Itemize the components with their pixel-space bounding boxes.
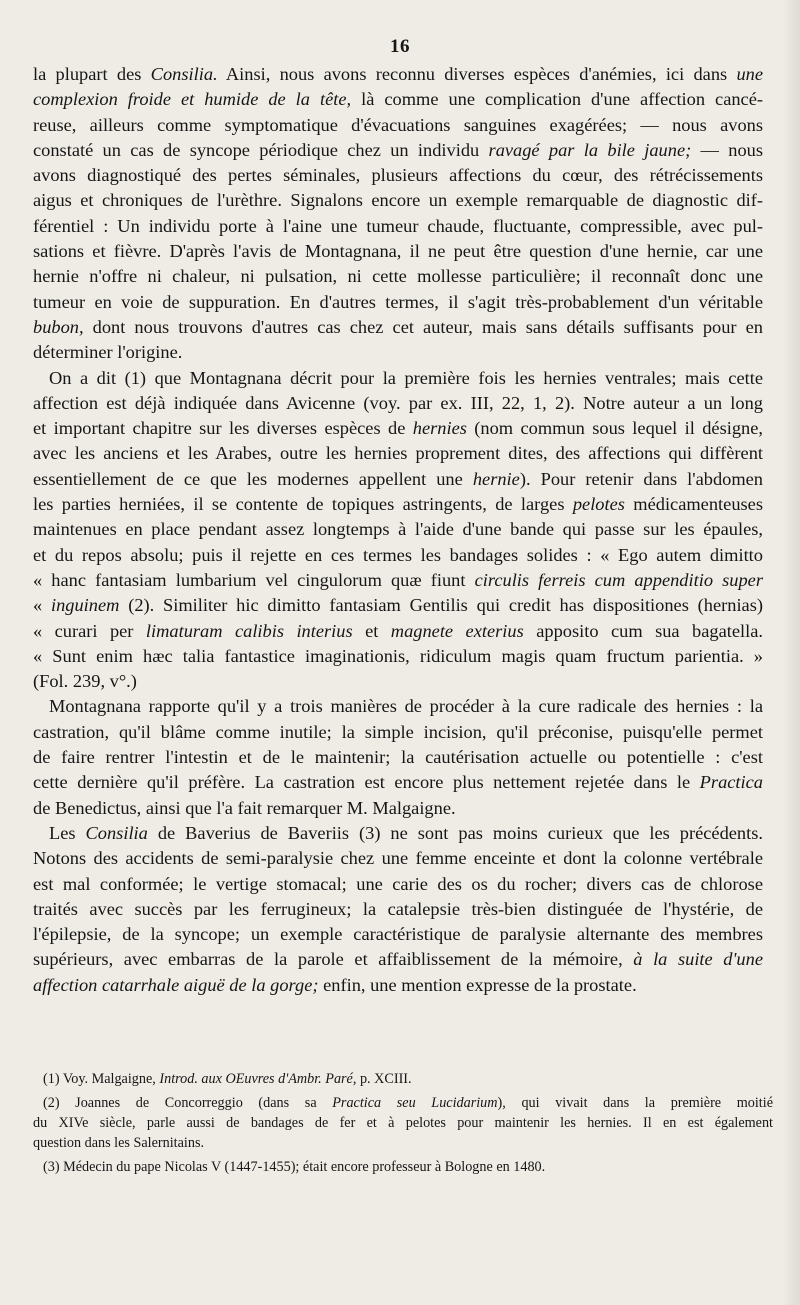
text-segment: sations et fièvre. D'après l'avis de Montagnana, il ne peut être question d'une hernie, car une: [33, 241, 763, 262]
text-line: [33, 290, 763, 315]
text-segment: Ainsi, nous avons reconnu diverses espèces d'anémies, ici dans: [217, 64, 737, 84]
text-segment: dont nous trouvons d'autres cas chez cet auteur, mais sans détails suffisants pour en: [83, 316, 763, 337]
text-line: [33, 922, 763, 947]
text-segment: ), qui vivait dans la première moitié: [497, 1095, 773, 1111]
text-segment: et important chapitre sur les diverses espèces de: [33, 418, 413, 439]
text-segment: constaté un cas de syncope périodique chez un individu: [33, 139, 489, 160]
text-line: [33, 264, 763, 289]
page-edge-shadow: [782, 0, 800, 1305]
text-segment: castration, qu'il blâme comme inutile; la simple incision, qu'il préconise, puisqu'elle permet: [33, 721, 763, 742]
italic-text: hernies: [412, 418, 467, 439]
text-line: [33, 897, 763, 922]
footnote-line: [33, 1133, 773, 1153]
text-segment: affection est déjà indiquée dans Avicenne (voy. par ex. III, 22, 1, 2). Notre auteur a un long: [33, 392, 763, 413]
text-segment: supérieurs, avec embarras de la parole et affaiblissement de la mémoire,: [33, 949, 634, 970]
text-segment: et: [352, 620, 391, 641]
text-line: [33, 619, 763, 644]
text-line: [33, 720, 763, 745]
text-line: [33, 492, 763, 517]
text-segment: (Fol. 239, v°.): [33, 671, 137, 692]
text-segment: Montagnana rapporte qu'il y a trois manières de procéder à la cure radicale des hernies : la: [49, 696, 763, 717]
text-line: [33, 872, 763, 897]
text-segment: (2) Joannes de Concorreggio (dans sa: [43, 1095, 333, 1111]
text-segment: (2). Similiter hic dimitto fantasiam Gentilis qui credit has dispositiones (hernias): [119, 595, 764, 616]
text-line: [33, 391, 763, 416]
italic-text: limaturam calibis interius: [145, 620, 353, 641]
text-line: [33, 366, 763, 391]
text-line: [33, 315, 763, 340]
text-line: [33, 644, 763, 669]
text-segment: « Sunt enim hæc talia fantastice imaginationis, ridiculum magis quam fructum parientia. »: [33, 645, 763, 666]
text-line: [33, 214, 763, 239]
italic-text: magnete exterius: [390, 620, 524, 641]
text-segment: les parties herniées, il se contente de topiques astringents, de larges: [33, 494, 573, 515]
text-line: [33, 821, 763, 846]
text-segment: là comme une complication d'une affection cancé-: [351, 89, 763, 110]
text-segment: (3) Médecin du pape Nicolas V (1447-1455); était encore professeur à Bologne en 1480.: [43, 1159, 546, 1175]
italic-text: hernie: [472, 468, 520, 489]
italic-text: Consilia.: [150, 64, 218, 84]
italic-text: Practica seu Lucidarium: [332, 1095, 498, 1111]
text-segment: On a dit (1) que Montagnana décrit pour la première fois les hernies ventrales; mais cette: [49, 367, 763, 388]
text-segment: (nom commun sous lequel il désigne,: [466, 418, 763, 439]
text-segment: médicamenteuses: [624, 494, 763, 515]
text-line: [33, 517, 763, 542]
text-line: [33, 441, 763, 466]
footnote-line: [33, 1093, 773, 1113]
text-segment: aigus et chroniques de l'urèthre. Signalons encore un exemple remarquable de diagnostic dif-: [33, 190, 763, 211]
text-line: [33, 416, 763, 441]
footnotes: [33, 1069, 773, 1177]
text-segment: et du repos absolu; puis il rejette en ces termes les bandages solides : « Ego autem dimitto: [33, 544, 763, 565]
text-segment: avec les anciens et les Arabes, outre les hernies proprement dites, des affections qui diffèrent: [33, 443, 763, 464]
text-segment: «: [33, 595, 51, 616]
text-segment: l'épilepsie, de la syncope; un exemple caractéristique de paralysie alternante des membres: [33, 924, 763, 945]
body-text: [33, 62, 763, 998]
text-line: [33, 163, 763, 188]
text-segment: cette dernière qu'il préfère. La castration est encore plus nettement rejetée dans le: [33, 772, 700, 793]
italic-text: une: [736, 64, 763, 84]
text-segment: la plupart des: [33, 64, 151, 84]
text-segment: de Benedictus, ainsi que l'a fait remarquer M. Malgaigne.: [33, 797, 456, 818]
footnote-line: [33, 1113, 773, 1133]
text-line: [33, 770, 763, 795]
footnote-line: [33, 1157, 773, 1177]
text-segment: du XIVe siècle, parle aussi de bandages de fer et à pelotes pour maintenir les hernies. Il en est également: [33, 1115, 773, 1131]
text-segment: (1) Voy. Malgaigne,: [43, 1071, 160, 1087]
text-segment: Notons des accidents de semi-paralysie chez une femme enceinte et dont la colonne vertébrale: [33, 848, 763, 869]
text-line: [33, 745, 763, 770]
text-segment: Les: [49, 822, 86, 843]
italic-text: bubon,: [33, 316, 84, 337]
text-segment: est mal conformée; le vertige stomacal; une carie des os du rocher; divers cas de chlorose: [33, 873, 763, 894]
text-line: [33, 846, 763, 871]
text-line: [33, 543, 763, 568]
page-number: 16: [390, 36, 410, 57]
text-segment: question dans les Salernitains.: [33, 1135, 205, 1151]
italic-text: inguinem: [50, 595, 120, 616]
text-line: [33, 467, 763, 492]
text-line: [33, 694, 763, 719]
italic-text: ravagé par la bile jaune;: [488, 139, 692, 160]
text-line: [33, 113, 763, 138]
italic-text: Consilia: [85, 822, 148, 843]
text-line: [33, 239, 763, 264]
text-line: [33, 947, 763, 972]
text-segment: hernie n'offre ni chaleur, ni pulsation, ni cette mollesse particulière; il reconnaît donc une: [33, 266, 763, 287]
text-segment: — nous: [691, 139, 763, 160]
text-line: [33, 62, 763, 87]
text-line: [33, 138, 763, 163]
footnote-line: [33, 1069, 773, 1089]
text-segment: p. XCIII.: [356, 1071, 412, 1087]
text-line: [33, 669, 763, 694]
text-line: [33, 188, 763, 213]
text-line: [33, 87, 763, 112]
text-segment: déterminer l'origine.: [33, 342, 183, 363]
text-segment: apposito cum sua bagatella.: [523, 620, 763, 641]
text-line: [33, 340, 763, 365]
text-line: [33, 568, 763, 593]
text-line: [33, 973, 763, 998]
italic-text: à la suite d'une: [633, 949, 763, 970]
text-segment: traités avec succès par les ferrugineux; la catalepsie très-bien distinguée de l'hystérie, de: [33, 898, 763, 919]
text-segment: essentiellement de ce que les modernes appellent une: [33, 468, 473, 489]
text-segment: férentiel : Un individu porte à l'aine une tumeur chaude, fluctuante, compressible, avec pul-: [33, 215, 763, 236]
italic-text: pelotes: [572, 494, 625, 515]
italic-text: Practica: [699, 772, 763, 793]
text-segment: « curari per: [33, 620, 146, 641]
italic-text: Introd. aux OEuvres d'Ambr. Paré,: [159, 1071, 357, 1087]
italic-text: complexion froide et humide de la tête,: [33, 89, 352, 110]
text-line: [33, 593, 763, 618]
text-segment: enfin, une mention expresse de la prostate.: [318, 974, 637, 995]
text-line: [33, 796, 763, 821]
text-segment: de faire rentrer l'intestin et de le maintenir; la cautérisation actuelle ou potentielle : c'est: [33, 747, 763, 768]
text-segment: reuse, ailleurs comme symptomatique d'évacuations sanguines exagérées; — nous avons: [33, 114, 763, 135]
text-segment: maintenues en place pendant assez longtemps à l'aide d'une bande qui passe sur les épaules,: [33, 519, 763, 540]
text-segment: tumeur en voie de suppuration. En d'autres termes, il s'agit très-probablement d'un véritable: [33, 291, 763, 312]
italic-text: affection catarrhale aiguë de la gorge;: [33, 974, 319, 995]
text-segment: ). Pour retenir dans l'abdomen: [519, 468, 763, 489]
text-segment: avons diagnostiqué des pertes séminales, plusieurs affections du cœur, des rétrécissements: [33, 165, 763, 186]
text-segment: « hanc fantasiam lumbarium vel cingulorum quæ fiunt: [33, 569, 475, 590]
text-segment: de Baverius de Baveriis (3) ne sont pas moins curieux que les précédents.: [147, 822, 763, 843]
italic-text: circulis ferreis cum appenditio super: [474, 569, 763, 590]
